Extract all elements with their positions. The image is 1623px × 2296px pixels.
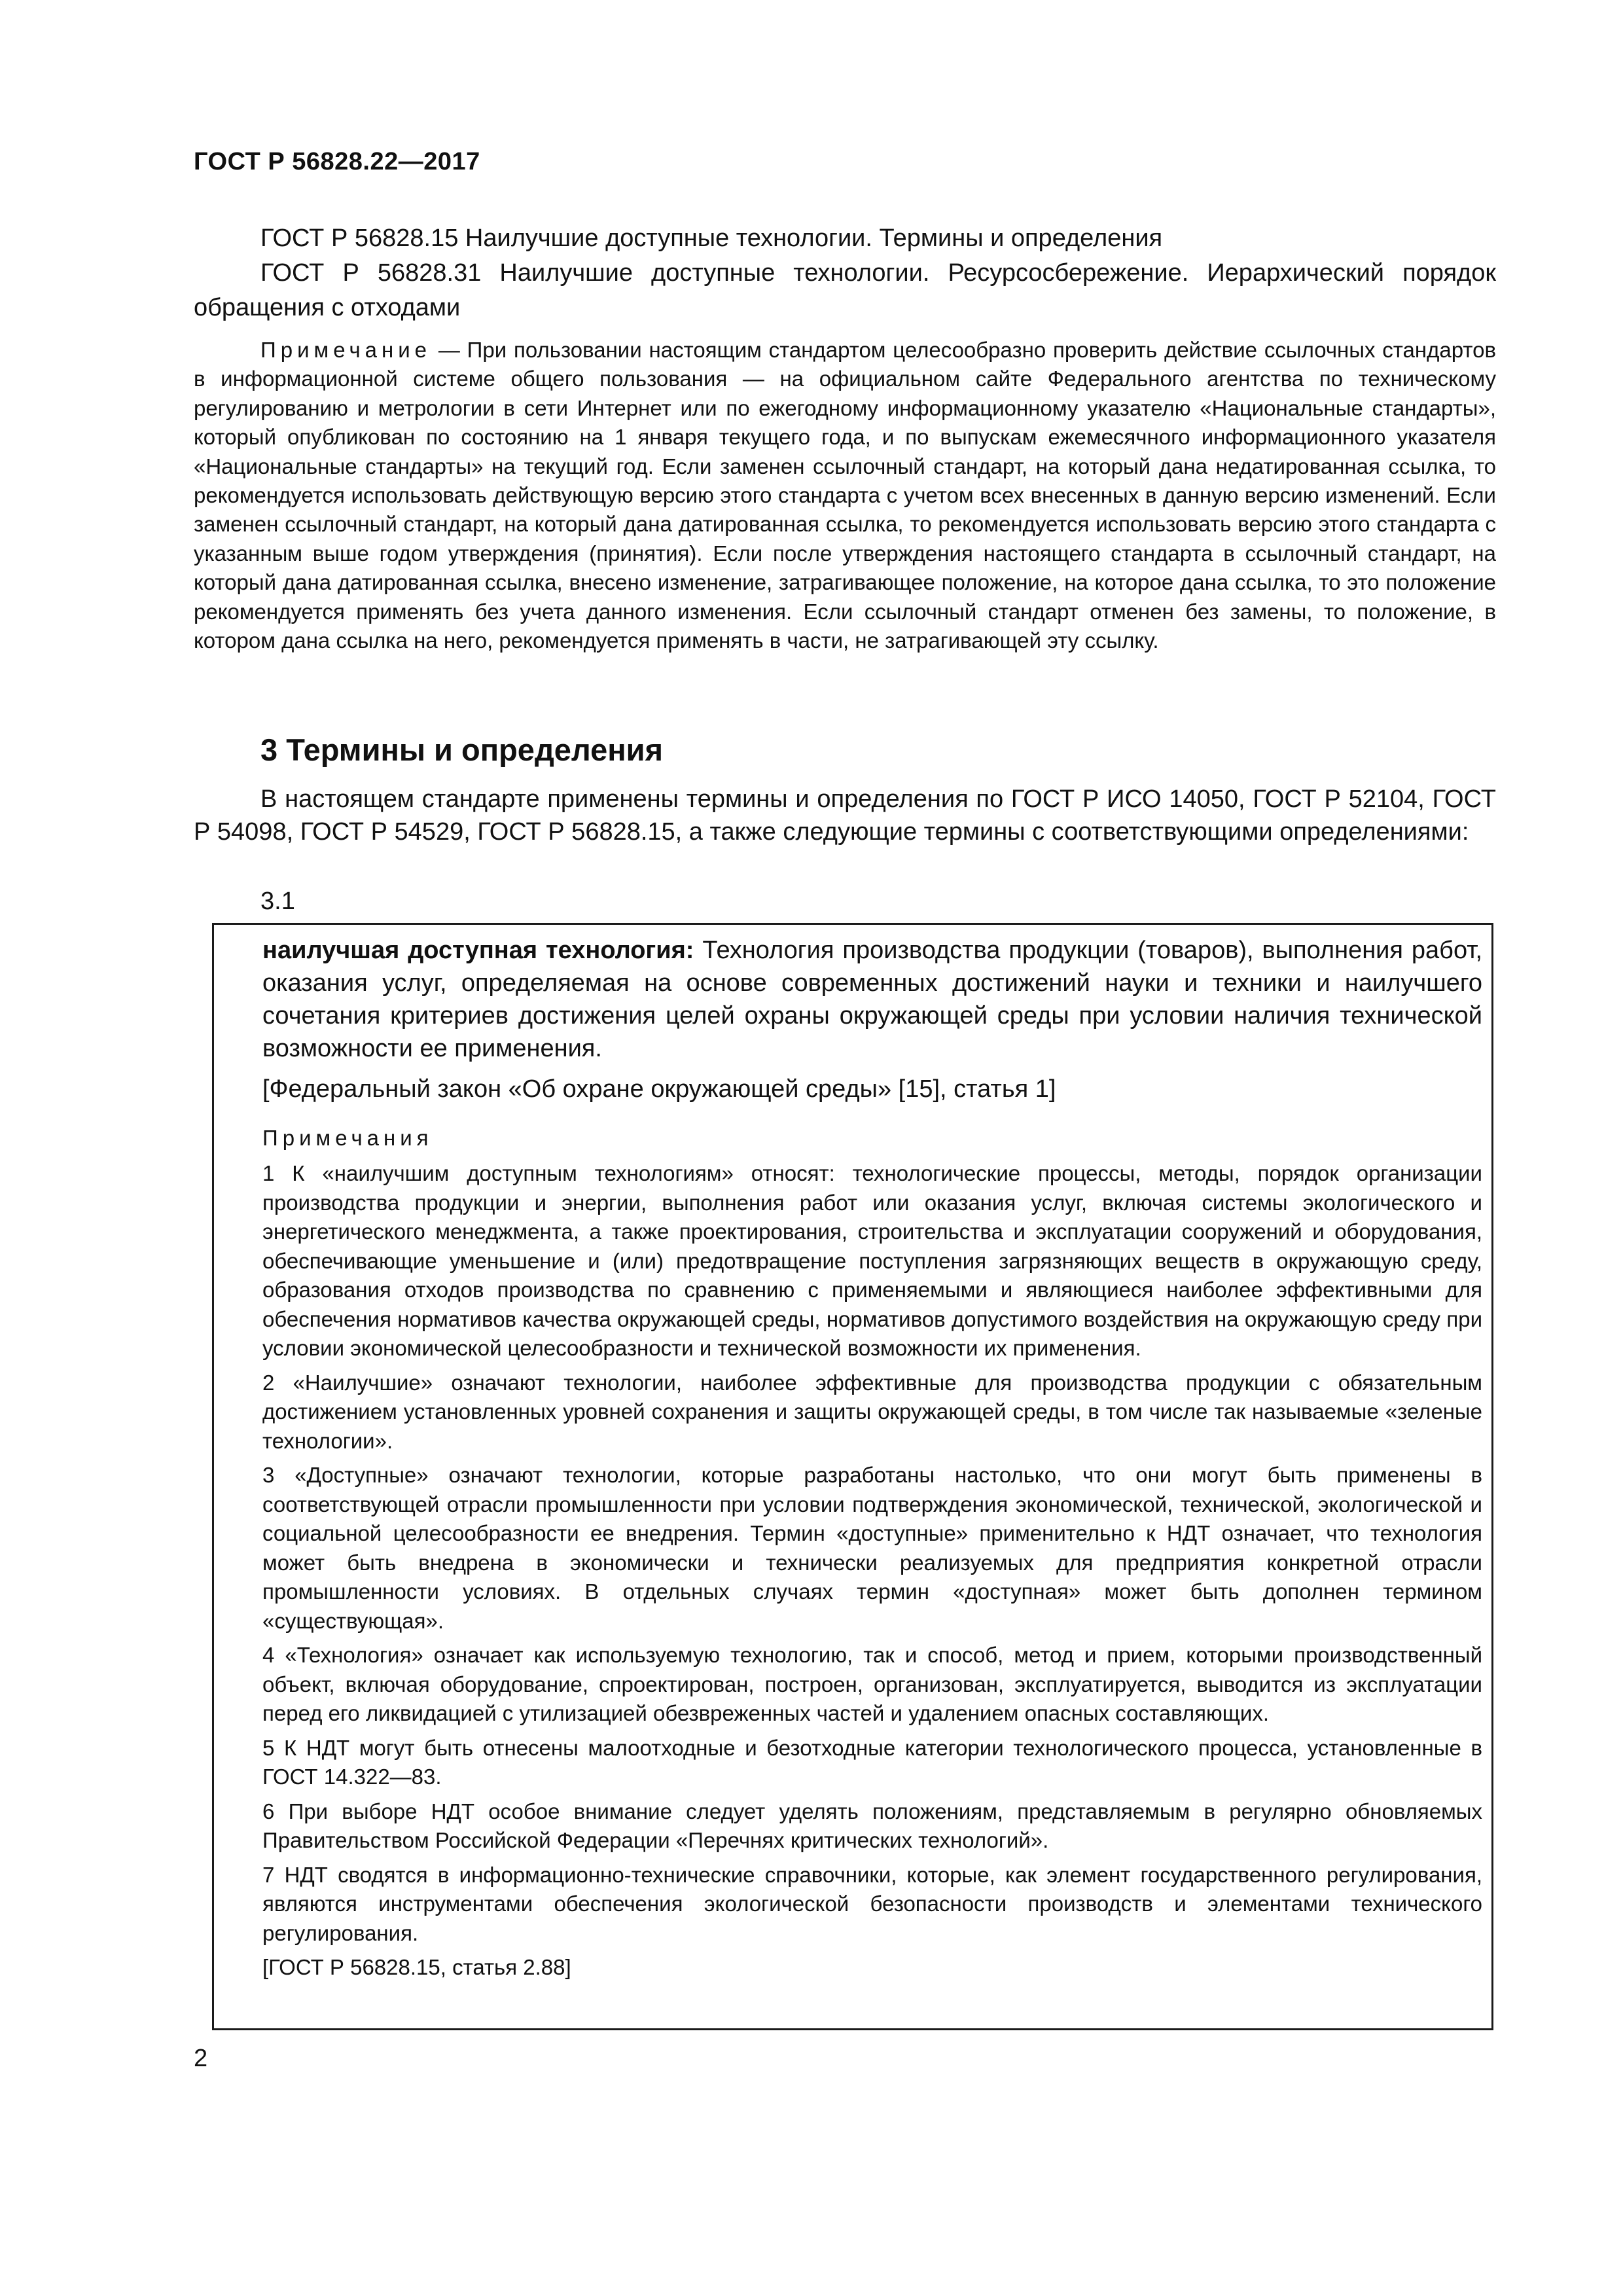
note-text: — При пользовании настоящим стандартом целесообразно проверить действие ссылочных стандартов в информационной системе общего пользования — на официальном сайте Федерального агентства по техническому регулированию и метрологии в сети Интернет или по ежегодному информационному указателю «Национальные стандарты», который опубликован по состоянию на 1 января текущего года, и по выпускам ежемесячного информационного указателя «Национальные стандарты» на текущий год. Если заменен ссылочный стандарт, на который дана недатированная ссылка, то рекомендуется использовать действующую версию этого стандарта с учетом всех внесенных в данную версию изменений. Если заменен ссылочный стандарт, на который дана датированная ссылка, то рекомендуется использовать версию этого стандарта с указанным выше годом утверждения (принятия). Если после утверждения настоящего стандарта в ссылочный стандарт, на который дана датированная ссылка, внесено изменение, затрагивающее положение, на которое дана ссылка, то это положение рекомендуется применять без учета данного изменения. Если ссылочный стандарт отменен без замены, то положение, в котором дана ссылка на него, рекомендуется применять в части, не затрагивающей эту ссылку.: [194, 338, 1496, 653]
term-name: наилучшая доступная технология:: [262, 937, 694, 964]
notes-title: Примечания: [262, 1126, 433, 1150]
document-header: ГОСТ Р 56828.22—2017: [194, 148, 480, 175]
section-intro: В настоящем стандарте применены термины и определения по ГОСТ Р ИСО 14050, ГОСТ Р 52104, ГОСТ Р 54098, ГОСТ Р 54529, ГОСТ Р 56828.15, а также следующие термины с соответствующими определениями:: [194, 785, 1496, 846]
term-content: [214, 925, 1495, 1982]
normative-references: [194, 221, 1496, 325]
note-item: 3 «Доступные» означают технологии, которые разработаны настолько, что они могут быть применены в соответствующей отрасли промышленности при условии подтверждения экономической, технической, экологической и социальной целесообразности ее внедрения. Термин «доступные» применительно к НДТ означает, что технология может быть внедрена в экономически и технически реализуемых для предприятия конкретной отрасли промышленности условиях. В отдельных случаях термин «доступная» может быть дополнен термином «существующая».: [262, 1463, 1482, 1633]
reference-item: ГОСТ Р 56828.15 Наилучшие доступные технологии. Термины и определения: [260, 224, 1163, 252]
note-item: 2 «Наилучшие» означают технологии, наиболее эффективные для производства продукции с обязательным достижением установленных уровней сохранения и защиты окружающей среды, в том числе так называемые «зеленые технологии».: [262, 1370, 1482, 1453]
term-source: [Федеральный закон «Об охране окружающей среды» [15], статья 1]: [262, 1075, 1056, 1103]
references-note: [194, 336, 1496, 655]
term-definition-box: [212, 923, 1493, 2030]
reference-item: ГОСТ Р 56828.31 Наилучшие доступные технологии. Ресурсосбережение. Иерархический порядок обращения с отходами: [194, 259, 1496, 321]
term-definition-text: Технология производства продукции (товаров), выполнения работ, оказания услуг, определяемая на основе современных достижений науки и техники и наилучшего сочетания критериев достижения целей охраны окружающей среды при условии наличия технической возможности ее применения.: [262, 937, 1482, 1062]
notes-source: [ГОСТ Р 56828.15, статья 2.88]: [262, 1955, 571, 1979]
term-number: 3.1: [260, 888, 295, 915]
section-title: 3 Термины и определения: [260, 732, 663, 767]
note-item: 1 К «наилучшим доступным технологиям» относят: технологические процессы, методы, порядок организации производства продукции и энергии, выполнения работ или оказания услуг, включая системы экологического и энергетического менеджмента, а также проектирования, строительства и эксплуатации сооружений и оборудования, обеспечивающие уменьшение и (или) предотвращение поступления загрязняющих веществ в окружающую среду, образования отходов производства по сравнению с применяемыми и являющиеся наиболее эффективными для обеспечения нормативов качества окружающей среды, нормативов допустимого воздействия на окружающую среду при условии экономической целесообразности и технической возможности их применения.: [262, 1161, 1482, 1360]
note-item: 7 НДТ сводятся в информационно-технические справочники, которые, как элемент государственного регулирования, являются инструментами обеспечения экологической безопасности производств и элементами технического регулирования.: [262, 1862, 1482, 1945]
term-definition: [262, 934, 1482, 1065]
page-number: 2: [194, 2045, 208, 2072]
note-label: Примечание: [260, 338, 432, 362]
note-item: 4 «Технология» означает как используемую технологию, так и способ, метод и прием, которыми производственный объект, включая оборудование, спроектирован, построен, организован, эксплуатируется, выводится из эксплуатации перед его ликвидацией с утилизацией обезвреженных частей и удалением опасных составляющих.: [262, 1643, 1482, 1725]
note-item: 5 К НДТ могут быть отнесены малоотходные и безотходные категории технологического процесса, установленные в ГОСТ 14.322—83.: [262, 1735, 1482, 1789]
note-item: 6 При выборе НДТ особое внимание следует уделять положениям, представляемым в регулярно обновляемых Правительством Российской Федерации «Перечнях критических технологий».: [262, 1799, 1482, 1852]
